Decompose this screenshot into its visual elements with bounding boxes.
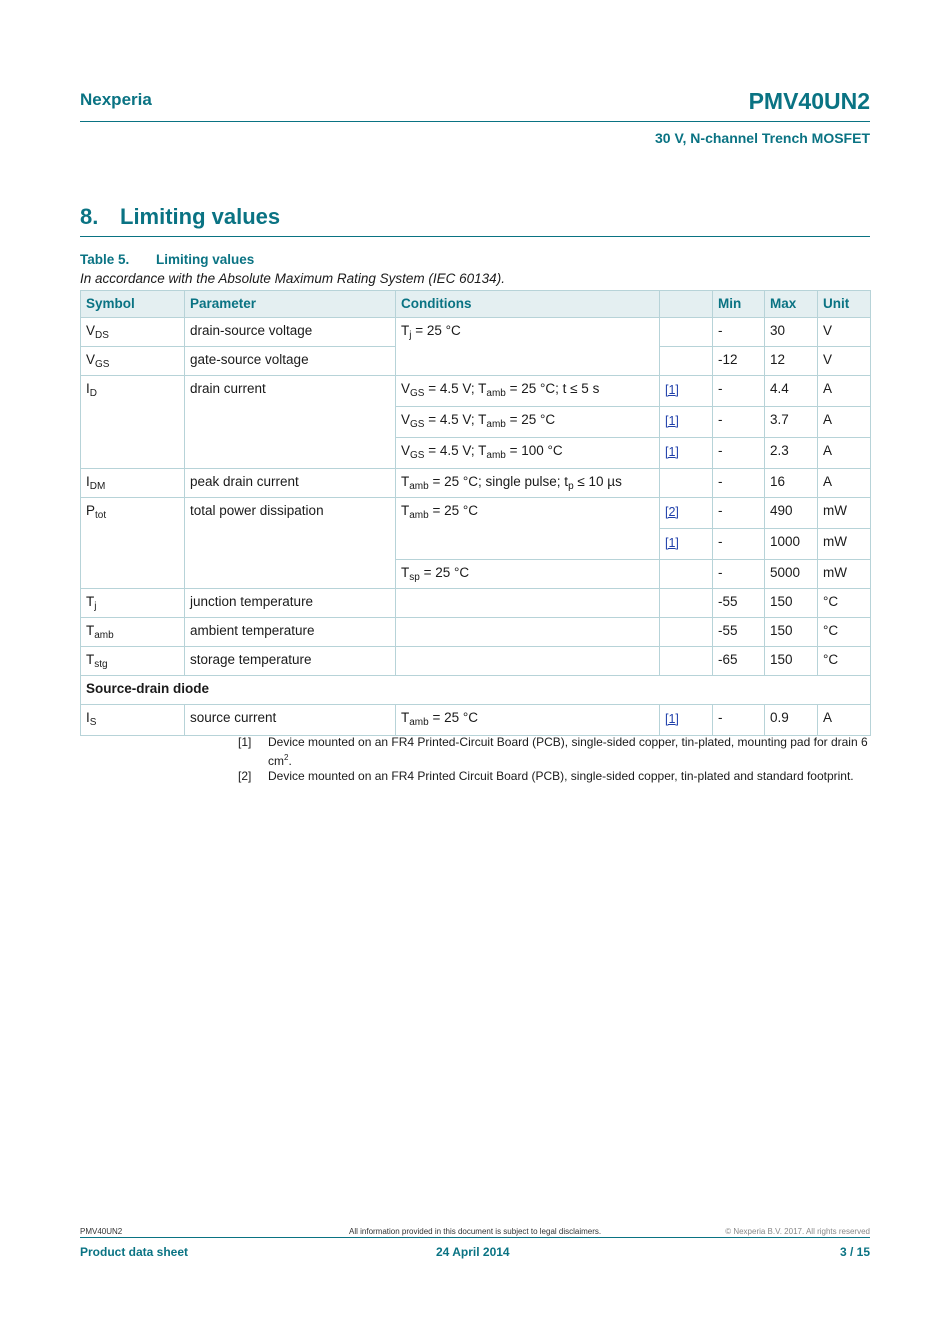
min-cell: -65 xyxy=(713,647,765,676)
max-cell: 4.4 xyxy=(765,376,818,407)
table-row xyxy=(81,318,871,347)
group-heading: Source-drain diode xyxy=(81,676,871,705)
max-cell: 150 xyxy=(765,647,818,676)
footer-date: 24 April 2014 xyxy=(436,1245,510,1259)
max-cell: 1000 xyxy=(765,529,818,560)
table-row xyxy=(81,376,871,407)
header-parameter: Parameter xyxy=(185,291,396,318)
ref-cell xyxy=(660,589,713,618)
footnote-text: Device mounted on an FR4 Printed Circuit Board (PCB), single-sided copper, tin-plated and standard footprint. xyxy=(268,769,854,783)
conditions-cell: $T_{sp} = 25$ °C xyxy=(396,560,660,589)
min-cell: - xyxy=(713,560,765,589)
product-subtitle: 30 V, N-channel Trench MOSFET xyxy=(655,130,870,146)
header-min: Min xyxy=(713,291,765,318)
table-header-row xyxy=(81,291,871,318)
unit-cell: °C xyxy=(818,618,871,647)
footer-doc-id: PMV40UN2 xyxy=(80,1227,123,1236)
unit-cell: °C xyxy=(818,647,871,676)
unit-cell: A xyxy=(818,376,871,407)
header-symbol: Symbol xyxy=(81,291,185,318)
header-max: Max xyxy=(765,291,818,318)
conditions-cell xyxy=(396,618,660,647)
min-cell: - xyxy=(713,469,765,498)
ref-cell xyxy=(660,347,713,376)
conditions-cell: $V_{GS} = 4.5$ V; $T_{amb} = 25$ °C xyxy=(396,407,660,438)
unit-cell: V xyxy=(818,318,871,347)
parameter-cell: ambient temperature xyxy=(185,618,396,647)
parameter-cell: drain current xyxy=(185,376,396,469)
company-name: Nexperia xyxy=(80,90,152,109)
min-cell: - xyxy=(713,705,765,736)
unit-cell: V xyxy=(818,347,871,376)
table-row xyxy=(81,647,871,676)
header-conditions: Conditions xyxy=(396,291,660,318)
conditions-cell: $V_{GS} = 4.5$ V; $T_{amb} = 25$ °C; t ≤ 5 s xyxy=(396,376,660,407)
section-heading: Limiting values xyxy=(120,204,281,229)
min-cell: -12 xyxy=(713,347,765,376)
footer-disclaimer: All information provided in this document is subject to legal disclaimers. xyxy=(349,1227,602,1236)
footnote-link[interactable]: [1] xyxy=(660,529,713,560)
symbol-cell: $I_D$ xyxy=(81,376,185,469)
symbol-cell: $I_S$ xyxy=(81,705,185,736)
max-cell: 3.7 xyxy=(765,407,818,438)
unit-cell: A xyxy=(818,438,871,469)
table-title: Limiting values xyxy=(156,252,255,267)
symbol-cell: $I_{DM}$ xyxy=(81,469,185,498)
header-unit: Unit xyxy=(818,291,871,318)
unit-cell: mW xyxy=(818,498,871,529)
conditions-cell: $T_{amb} = 25$ °C xyxy=(396,705,660,736)
header-ref xyxy=(660,291,713,318)
conditions-cell xyxy=(396,647,660,676)
min-cell: -55 xyxy=(713,589,765,618)
ref-cell xyxy=(660,618,713,647)
parameter-cell: total power dissipation xyxy=(185,498,396,589)
max-cell: 490 xyxy=(765,498,818,529)
unit-cell: mW xyxy=(818,560,871,589)
footnote-link[interactable]: [2] xyxy=(660,498,713,529)
table-row xyxy=(81,498,871,529)
unit-cell: mW xyxy=(818,529,871,560)
header-divider xyxy=(80,121,870,122)
footnote-tag: [2] xyxy=(238,769,252,783)
unit-cell: A xyxy=(818,705,871,736)
parameter-cell: junction temperature xyxy=(185,589,396,618)
min-cell: - xyxy=(713,376,765,407)
ref-cell xyxy=(660,647,713,676)
max-cell: 150 xyxy=(765,618,818,647)
symbol-cell: $T_{amb}$ xyxy=(81,618,185,647)
conditions-cell: $V_{GS} = 4.5$ V; $T_{amb} = 100$ °C xyxy=(396,438,660,469)
min-cell: - xyxy=(713,529,765,560)
min-cell: -55 xyxy=(713,618,765,647)
table-group-row xyxy=(81,676,871,705)
parameter-cell: gate-source voltage xyxy=(185,347,396,376)
ref-cell xyxy=(660,318,713,347)
symbol-cell: $T_j$ xyxy=(81,589,185,618)
footer-doc-type: Product data sheet xyxy=(80,1245,189,1259)
unit-cell: °C xyxy=(818,589,871,618)
product-name: PMV40UN2 xyxy=(748,88,870,114)
table-note: In accordance with the Absolute Maximum Rating System (IEC 60134). xyxy=(80,271,505,286)
parameter-cell: storage temperature xyxy=(185,647,396,676)
symbol-cell: $V_{DS}$ xyxy=(81,318,185,347)
ref-cell xyxy=(660,469,713,498)
symbol-cell: $P_{tot}$ xyxy=(81,498,185,589)
footnote-link[interactable]: [1] xyxy=(660,376,713,407)
max-cell: 30 xyxy=(765,318,818,347)
limiting-values-table xyxy=(80,290,871,736)
conditions-cell: $T_{amb} = 25$ °C xyxy=(396,498,660,560)
unit-cell: A xyxy=(818,469,871,498)
parameter-cell: drain-source voltage xyxy=(185,318,396,347)
max-cell: 0.9 xyxy=(765,705,818,736)
table-label: Table 5. xyxy=(80,252,130,267)
conditions-cell xyxy=(396,589,660,618)
table-caption xyxy=(80,252,254,267)
footer-copyright: © Nexperia B.V. 2017. All rights reserved xyxy=(725,1227,870,1236)
section-divider xyxy=(80,236,870,237)
footnote-text: Device mounted on an FR4 Printed-Circuit Board (PCB), single-sided copper, tin-plated, mounting pad for drain 6 $cm^2$. xyxy=(268,735,868,768)
max-cell: 150 xyxy=(765,589,818,618)
table-row xyxy=(81,618,871,647)
unit-cell: A xyxy=(818,407,871,438)
section-title xyxy=(80,204,280,230)
table-row xyxy=(81,469,871,498)
parameter-cell: source current xyxy=(185,705,396,736)
min-cell: - xyxy=(713,318,765,347)
ref-cell xyxy=(660,560,713,589)
max-cell: 16 xyxy=(765,469,818,498)
footer-divider xyxy=(80,1237,870,1238)
footnote-link[interactable]: [1] xyxy=(660,407,713,438)
min-cell: - xyxy=(713,407,765,438)
footnote-link[interactable]: [1] xyxy=(660,705,713,736)
min-cell: - xyxy=(713,498,765,529)
footnote-tag: [1] xyxy=(238,735,252,749)
symbol-cell: $V_{GS}$ xyxy=(81,347,185,376)
max-cell: 5000 xyxy=(765,560,818,589)
symbol-cell: $T_{stg}$ xyxy=(81,647,185,676)
max-cell: 2.3 xyxy=(765,438,818,469)
footer-page: 3 / 15 xyxy=(839,1245,870,1259)
section-number: 8. xyxy=(80,204,99,229)
table-row xyxy=(81,589,871,618)
max-cell: 12 xyxy=(765,347,818,376)
table-row xyxy=(81,705,871,736)
conditions-cell: $T_{amb} = 25$ °C; single pulse; $t_p \le 10$ µs xyxy=(396,469,660,498)
parameter-cell: peak drain current xyxy=(185,469,396,498)
min-cell: - xyxy=(713,438,765,469)
footnote-link[interactable]: [1] xyxy=(660,438,713,469)
conditions-cell: $T_j = 25$ °C xyxy=(396,318,660,376)
